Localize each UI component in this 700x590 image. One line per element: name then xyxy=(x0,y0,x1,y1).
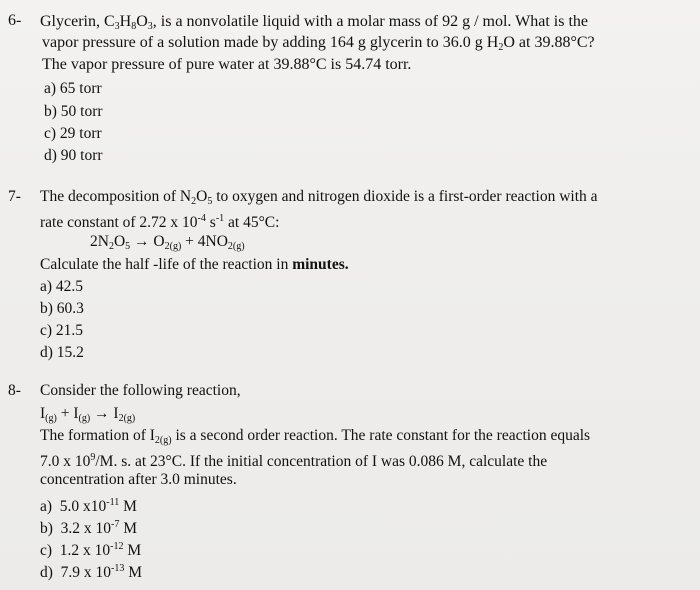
question-6-number: 6- xyxy=(8,12,22,29)
question-7-option-b: b) 60.3 xyxy=(40,300,84,317)
question-8-option-c: c) 1.2 x $10^{-12}$ M xyxy=(40,541,142,559)
question-8-equation: $I_{(g)} + I_{(g)} \to I_{2(g)}$ xyxy=(40,405,136,424)
question-7-equation: $2N_2O_5 \to O_{2(g)} + 4NO_{2(g)}$ xyxy=(90,233,245,252)
question-7-line-1: The decomposition of $N_2O_5$ to oxygen and nitrogen dioxide is a first-order reaction with a xyxy=(40,188,598,207)
question-7-option-c: c) 21.5 xyxy=(40,322,84,339)
question-6-option-b: b) 50 torr xyxy=(44,103,103,120)
question-7-option-d: d) 15.2 xyxy=(40,344,84,361)
question-7-ask-emphasis: minutes. xyxy=(292,256,349,273)
question-8-intro: Consider the following reaction, xyxy=(40,382,241,399)
question-8-option-b: b) 3.2 x $10^{-7}$ M xyxy=(40,519,138,537)
question-7-option-a: a) 42.5 xyxy=(40,278,84,295)
question-6-line-1: Glycerin, $C_3H_8O_3$, is a nonvolatile liquid with a molar mass of 92 g / mol. What is the xyxy=(40,13,588,32)
question-8-line-1: The formation of $I_{2(g)}$ is a second order reaction. The rate constant for the reaction equals xyxy=(40,427,591,446)
question-6-line-2: vapor pressure of a solution made by adding 164 g glycerin to 36.0 g $H_2O$ at 39.88°C? xyxy=(42,34,595,53)
question-8-line-3: concentration after 3.0 minutes. xyxy=(40,471,237,488)
question-7-ask-text: Calculate the half -life of the reaction in xyxy=(40,256,289,273)
question-6-line-3: The vapor pressure of pure water at 39.88°C is 54.74 torr. xyxy=(42,56,412,73)
question-8-option-a: a) 5.0 $x10^{-11}$ M xyxy=(40,497,137,515)
question-7-line-2: rate constant of 2.72 x $10^{-4}$ $s^{-1}$ at 45°C: xyxy=(40,213,280,231)
question-8-line-2: 7.0 x $10^9/M$. s. at 23°C. If the initial concentration of I was 0.086 M, calculate the xyxy=(40,452,548,470)
question-6-option-c: c) 29 torr xyxy=(44,125,102,142)
question-6-option-a: a) 65 torr xyxy=(44,80,102,97)
question-6-option-d: d) 90 torr xyxy=(44,147,103,164)
question-7-ask xyxy=(40,254,349,275)
question-7-number: 7- xyxy=(8,188,21,205)
question-8-number: 8- xyxy=(8,382,21,399)
question-8-option-d: d) 7.9 x $10^{-13}$ M xyxy=(40,563,143,581)
